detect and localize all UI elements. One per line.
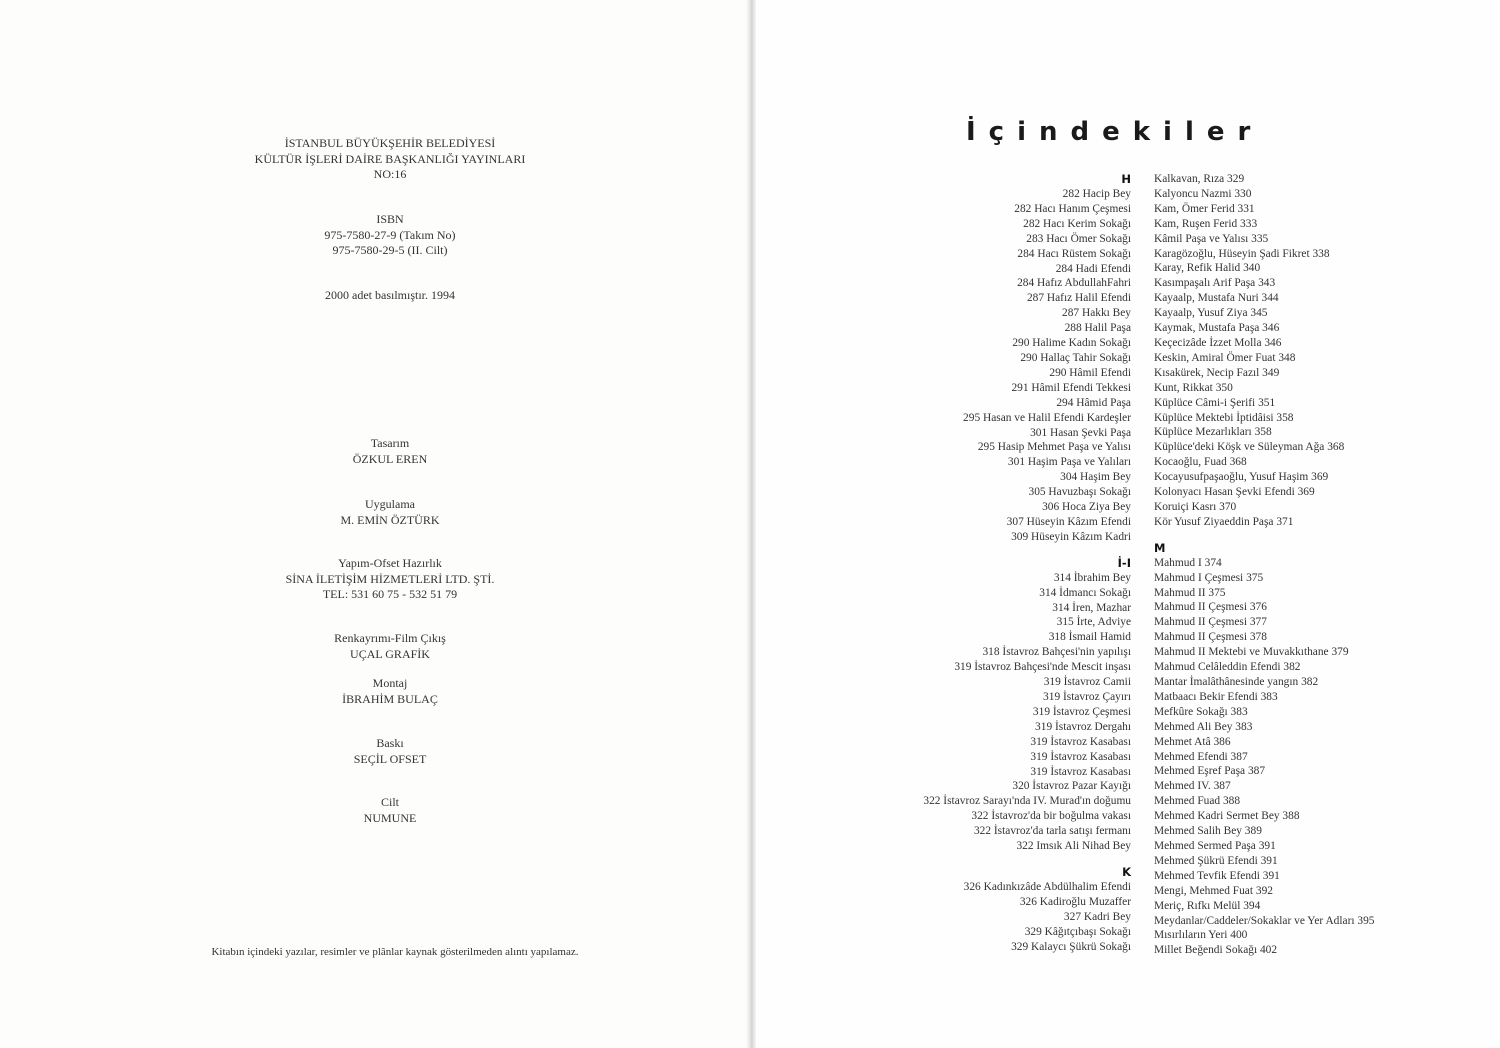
toc-entry: Kocaoğlu, Fuad 368	[1154, 456, 1247, 469]
toc-entry: 305 Havuzbaşı Sokağı	[1028, 486, 1131, 499]
credit-binding	[190, 795, 590, 826]
isbn-label: ISBN	[376, 212, 404, 226]
toc-entry: Kunt, Rikkat 350	[1154, 381, 1233, 394]
section-letter: M	[1154, 540, 1166, 555]
toc-entry: Kaymak, Mustafa Paşa 346	[1154, 322, 1280, 335]
publisher-line: KÜLTÜR İŞLERİ DAİRE BAŞKANLIĞI YAYINLARI	[254, 151, 526, 166]
section-gap	[923, 854, 1131, 865]
credit-role: Tasarım	[370, 436, 410, 450]
toc-entry: Keskin, Amiral Ömer Fuat 348	[1154, 351, 1296, 364]
toc-entry: Küplüce Mezarlıkları 358	[1154, 426, 1272, 439]
credit-name: SİNA İLETİŞİM HİZMETLERİ LTD. ŞTİ.	[285, 571, 495, 586]
toc-entry: 287 Hafız Halil Efendi	[1026, 292, 1131, 305]
toc-entry: 314 İdmancı Sokağı	[1039, 586, 1131, 599]
toc-entry: 319 İstavroz Bahçesi'nde Mescit inşası	[954, 661, 1131, 674]
toc-left-column	[923, 172, 1131, 955]
toc-entry: Kolonyacı Hasan Şevki Efendi 369	[1154, 486, 1315, 499]
toc-entry: 322 Imsık Ali Nihad Bey	[1016, 840, 1131, 853]
toc-entry: 304 Haşim Bey	[1060, 471, 1131, 484]
toc-entry: Keçecizâde İzzet Molla 346	[1154, 336, 1282, 349]
toc-entry: Mahmud II 375	[1154, 586, 1226, 599]
toc-entry: 318 İstavroz Bahçesi'nin yapılışı	[982, 646, 1131, 659]
toc-entry: 326 Kadiroğlu Muzaffer	[1019, 895, 1131, 908]
credit-name: UÇAL GRAFİK	[350, 646, 430, 661]
section-letter: H	[1121, 172, 1131, 186]
credit-role: Montaj	[372, 676, 408, 690]
toc-entry: Kalkavan, Rıza 329	[1154, 173, 1245, 185]
publisher-block	[190, 136, 590, 183]
toc-entry: 319 İstavroz Kasabası	[1030, 735, 1131, 748]
credit-color-separation	[190, 631, 590, 662]
toc-entry: 287 Hakkı Bey	[1062, 307, 1131, 320]
toc-entry: Küplüce Câmi-i Şerifi 351	[1154, 396, 1276, 409]
toc-entry: 284 Hacı Rüstem Sokağı	[1017, 247, 1131, 260]
toc-entry: Mengi, Mehmed Fuat 392	[1154, 884, 1273, 897]
toc-entry: 329 Kâğıtçıbaşı Sokağı	[1024, 925, 1131, 938]
toc-entry: 291 Hâmil Efendi Tekkesi	[1011, 381, 1131, 394]
toc-entry: 315 İrte, Adviye	[1056, 616, 1131, 629]
toc-entry: 326 Kadınkızâde Abdülhalim Efendi	[963, 880, 1131, 893]
toc-entry: Meydanlar/Caddeler/Sokaklar ve Yer Adları 395	[1154, 914, 1375, 927]
credit-role: Yapım-Ofset Hazırlık	[338, 556, 442, 570]
publisher-line: İSTANBUL BÜYÜKŞEHİR BELEDİYESİ	[284, 136, 496, 150]
credit-application	[190, 497, 590, 528]
toc-entry: 288 Halil Paşa	[1064, 322, 1131, 335]
toc-entry: Meriç, Rıfkı Melül 394	[1154, 899, 1261, 912]
toc-entry: Mehmet Atâ 386	[1154, 735, 1231, 748]
toc-entry: Matbaacı Bekir Efendi 383	[1154, 690, 1278, 703]
toc-title: İçindekiler	[966, 117, 1264, 147]
toc-entry: Mahmud Celâleddin Efendi 382	[1154, 661, 1301, 674]
toc-entry: 318 İsmail Hamid	[1048, 631, 1131, 644]
toc-entry: 322 İstavroz Sarayı'nda IV. Murad'ın doğumu	[923, 795, 1131, 808]
toc-entry: Mehmed Fuad 388	[1154, 795, 1241, 808]
toc-entry: Küplüce'deki Köşk ve Süleyman Ağa 368	[1154, 441, 1345, 454]
toc-entry: 309 Hüseyin Kâzım Kadri	[1011, 530, 1131, 543]
toc-entry: 319 İstavroz Camii	[1043, 676, 1131, 689]
copyright-notice: Kitabın içindeki yazılar, resimler ve plânlar kaynak gösterilmeden alıntı yapılamaz.	[211, 946, 579, 958]
credit-role: Renkayrımı-Film Çıkış	[334, 631, 446, 645]
toc-entry: Karagözoğlu, Hüseyin Şadi Fikret 338	[1154, 247, 1330, 260]
toc-entry: 282 Hacip Bey	[1062, 188, 1131, 200]
toc-entry: 301 Hasan Şevki Paşa	[1030, 426, 1131, 439]
book-gutter	[746, 0, 756, 1048]
section-letter: K	[1122, 864, 1131, 879]
toc-entry: 283 Hacı Ömer Sokağı	[1026, 232, 1131, 245]
toc-entry: 290 Halime Kadın Sokağı	[1012, 337, 1131, 350]
toc-entry: 314 İbrahim Bey	[1053, 571, 1131, 584]
toc-entry: 319 İstavroz Kasabası	[1030, 750, 1131, 763]
toc-entry: 320 İstavroz Pazar Kayığı	[1012, 780, 1131, 793]
toc-right-column	[1154, 172, 1374, 958]
toc-entry: 282 Hacı Hanım Çeşmesi	[1014, 202, 1131, 215]
toc-entry: Millet Beğendi Sokağı 402	[1154, 944, 1278, 957]
credit-prepress	[190, 556, 590, 603]
print-run-text: 2000 adet basılmıştır. 1994	[325, 288, 455, 302]
credit-role: Uygulama	[365, 497, 415, 511]
isbn-block	[190, 212, 590, 259]
credit-role: Baskı	[376, 736, 404, 750]
toc-entry: Mahmud II Çeşmesi 377	[1154, 616, 1267, 629]
toc-entry: Kayaalp, Mustafa Nuri 344	[1154, 292, 1279, 305]
toc-entry: 327 Kadri Bey	[1063, 910, 1131, 923]
toc-entry: 329 Kalaycı Şükrü Sokağı	[1011, 940, 1131, 953]
credit-name: SEÇİL OFSET	[353, 751, 427, 766]
toc-entry: Kam, Ruşen Ferid 333	[1154, 217, 1258, 230]
toc-entry: Mehmed Kadri Sermet Bey 388	[1154, 810, 1300, 823]
toc-entry: Mehmed IV. 387	[1154, 780, 1231, 793]
toc-entry: Karay, Refik Halid 340	[1154, 262, 1261, 275]
section-gap	[1154, 530, 1374, 541]
toc-entry: Mehmed Efendi 387	[1154, 750, 1248, 763]
toc-entry: Mehmed Tevfik Efendi 391	[1154, 869, 1280, 882]
toc-entry: 301 Haşim Paşa ve Yalıları	[1007, 456, 1131, 469]
section-letter: İ-I	[1117, 555, 1131, 570]
isbn-volume: 975-7580-29-5 (II. Cilt)	[332, 243, 448, 257]
toc-entry: 307 Hüseyin Kâzım Efendi	[1006, 515, 1131, 528]
toc-entry: 319 İstavroz Dergahı	[1035, 720, 1131, 733]
toc-entry: Mahmud II Mektebi ve Muvakkıthane 379	[1154, 646, 1349, 659]
toc-entry: Kasımpaşalı Arif Paşa 343	[1154, 277, 1276, 290]
toc-entry: Mahmud II Çeşmesi 376	[1154, 601, 1267, 614]
toc-entry: Kısakürek, Necip Fazıl 349	[1154, 366, 1280, 379]
toc-entry: 290 Hallaç Tahir Sokağı	[1020, 351, 1131, 364]
section-gap	[923, 545, 1131, 556]
toc-entry: 322 İstavroz'da bir boğulma vakası	[971, 810, 1131, 823]
credit-role: Cilt	[380, 795, 399, 809]
toc-entry: Mahmud II Çeşmesi 378	[1154, 631, 1267, 644]
toc-entry: Kayaalp, Yusuf Ziya 345	[1154, 307, 1268, 320]
series-number: NO:16	[373, 167, 407, 181]
toc-entry: 319 İstavroz Çayırı	[1043, 691, 1131, 703]
isbn-set: 975-7580-27-9 (Takım No)	[324, 227, 456, 242]
credit-print	[190, 736, 590, 767]
credit-design	[190, 436, 590, 467]
toc-entry: Mantar İmalâthânesinde yangın 382	[1154, 676, 1319, 688]
toc-entry: Koruiçi Kasrı 370	[1154, 500, 1237, 513]
toc-entry: Kam, Ömer Ferid 331	[1154, 202, 1255, 215]
toc-entry: 306 Hoca Ziya Bey	[1042, 501, 1131, 514]
toc-entry: Mehmed Şükrü Efendi 391	[1154, 854, 1278, 867]
toc-entry: Mehmed Salih Bey 389	[1154, 825, 1262, 838]
credit-name: NUMUNE	[363, 810, 417, 825]
toc-entry: Mehmed Sermed Paşa 391	[1154, 839, 1276, 852]
toc-entry: 282 Hacı Kerim Sokağı	[1023, 217, 1131, 230]
toc-entry: 294 Hâmid Paşa	[1056, 396, 1131, 409]
toc-entry: 322 İstavroz'da tarla satışı fermanı	[973, 825, 1131, 838]
toc-entry: 284 Hadi Efendi	[1055, 262, 1131, 275]
toc-entry: Küplüce Mektebi İptidâisi 358	[1154, 411, 1294, 424]
toc-entry: Kör Yusuf Ziyaeddin Paşa 371	[1154, 515, 1294, 528]
toc-entry: 319 İstavroz Çeşmesi	[1032, 705, 1131, 718]
toc-entry: Kâmil Paşa ve Yalısı 335	[1154, 232, 1269, 245]
toc-entry: Mefkûre Sokağı 383	[1154, 705, 1248, 718]
toc-entry: 290 Hâmil Efendi	[1049, 366, 1131, 379]
toc-entry: Kalyoncu Nazmi 330	[1154, 187, 1252, 200]
print-run	[190, 288, 590, 304]
toc-entry: 284 Hafız AbdullahFahri	[1017, 277, 1131, 290]
toc-entry: Mehmed Eşref Paşa 387	[1154, 765, 1266, 778]
toc-entry: Mahmud I Çeşmesi 375	[1154, 571, 1264, 584]
toc-entry: 314 İren, Mazhar	[1052, 601, 1131, 614]
credit-phone: TEL: 531 60 75 - 532 51 79	[322, 587, 458, 601]
toc-entry: Mısırlıların Yeri 400	[1154, 929, 1248, 942]
toc-entry: 295 Hasip Mehmet Paşa ve Yalısı	[977, 441, 1131, 454]
toc-entry: 319 İstavroz Kasabası	[1030, 765, 1131, 778]
toc-entry: Kocayusufpaşaoğlu, Yusuf Haşim 369	[1154, 471, 1329, 484]
credit-montage	[190, 676, 590, 707]
credit-name: ÖZKUL EREN	[352, 451, 428, 466]
credit-name: İBRAHİM BULAÇ	[342, 691, 438, 706]
credit-name: M. EMİN ÖZTÜRK	[340, 512, 440, 527]
toc-entry: Mehmed Ali Bey 383	[1154, 720, 1253, 733]
toc-entry: 295 Hasan ve Halil Efendi Kardeşler	[963, 411, 1131, 424]
toc-entry: Mahmud I 374	[1154, 556, 1222, 569]
